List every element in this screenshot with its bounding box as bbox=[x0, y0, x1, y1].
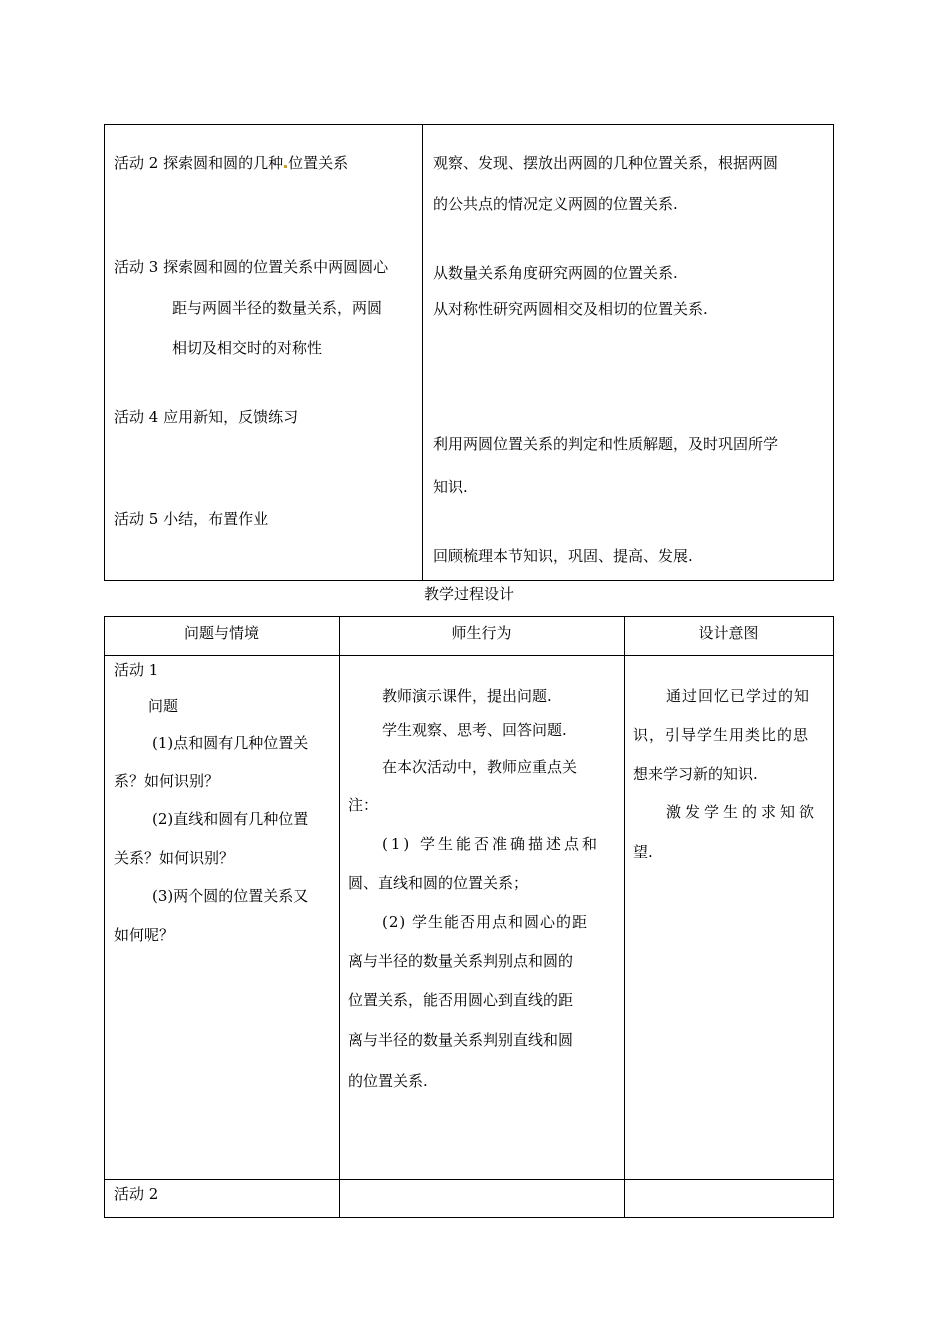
row1-col1-line1: 活动 1 bbox=[114, 661, 159, 679]
row1-col1-line2: 问题 bbox=[148, 697, 179, 715]
activity-3-line1: 活动 3 探索圆和圆的位置关系中两圆圆心 bbox=[114, 258, 389, 276]
highlight-mark-icon bbox=[284, 165, 287, 168]
process-table-border-top bbox=[104, 616, 834, 617]
right-text-1: 观察、发现、摆放出两圆的几种位置关系，根据两圆 bbox=[433, 154, 779, 172]
row1-col1-line4: 系？如何识别？ bbox=[114, 772, 220, 790]
top-table-border-top bbox=[104, 124, 834, 125]
top-table-border-left bbox=[104, 124, 105, 581]
right-text-4: 从对称性研究两圆相交及相切的位置关系. bbox=[433, 300, 708, 318]
row1-col2-line3: 在本次活动中，教师应重点关 bbox=[382, 758, 578, 776]
activity-2-text-part1: 活动 2 探索圆和圆的几种 bbox=[114, 154, 284, 172]
row1-col1-line5: (2)直线和圆有几种位置 bbox=[152, 810, 309, 828]
row1-col1-line7: (3)两个圆的位置关系又 bbox=[152, 887, 309, 905]
right-text-2: 的公共点的情况定义两圆的位置关系. bbox=[433, 195, 678, 213]
activity-4-text: 活动 4 应用新知，反馈练习 bbox=[114, 408, 299, 426]
row1-col1-line3: (1)点和圆有几种位置关 bbox=[152, 734, 309, 752]
activity-3-line3: 相切及相交时的对称性 bbox=[172, 339, 323, 357]
row1-col2-line8: 离与半径的数量关系判别点和圆的 bbox=[348, 952, 574, 970]
activity-2-text bbox=[114, 153, 348, 173]
row1-col2-line5: (1) 学生能否准确描述点和 bbox=[382, 835, 601, 853]
header-teacher-student-behavior: 师生行为 bbox=[451, 624, 512, 642]
header-problem-situation: 问题与情境 bbox=[183, 624, 259, 642]
right-text-3: 从数量关系角度研究两圆的位置关系. bbox=[433, 264, 678, 282]
row1-col2-line6: 圆、直线和圆的位置关系； bbox=[348, 874, 529, 892]
top-table-border-middle bbox=[422, 124, 423, 581]
process-table-col-divider-1 bbox=[339, 616, 340, 1218]
section-title: 教学过程设计 bbox=[423, 585, 514, 603]
top-table-border-right bbox=[833, 124, 834, 581]
right-text-5: 利用两圆位置关系的判定和性质解题，及时巩固所学 bbox=[433, 435, 779, 453]
row1-col3-line5: 望. bbox=[633, 843, 653, 861]
row1-col3-line2: 识，引导学生用类比的思 bbox=[633, 726, 810, 744]
row1-col2-line11: 的位置关系. bbox=[348, 1072, 428, 1090]
row1-col2-line7: (2) 学生能否用点和圆心的距 bbox=[382, 913, 589, 931]
process-table-border-bottom bbox=[104, 1217, 834, 1218]
activity-2-text-part2: 位置关系 bbox=[288, 154, 349, 172]
row1-col1-line8: 如何呢？ bbox=[114, 926, 175, 944]
process-table-border-right bbox=[833, 616, 834, 1218]
row1-col2-line2: 学生观察、思考、回答问题. bbox=[382, 721, 567, 739]
row1-col3-line3: 想来学习新的知识. bbox=[633, 765, 758, 783]
row1-col3-line1: 通过回忆已学过的知 bbox=[666, 687, 811, 705]
right-text-7: 回顾梳理本节知识，巩固、提高、发展. bbox=[433, 547, 693, 565]
row1-col1-line6: 关系？如何识别？ bbox=[114, 849, 235, 867]
header-design-intent: 设计意图 bbox=[698, 624, 759, 642]
row1-col3-line4: 激发学生的求知欲 bbox=[666, 803, 819, 821]
process-table-row-divider bbox=[104, 1179, 834, 1180]
row1-col2-line10: 离与半径的数量关系判别直线和圆 bbox=[348, 1031, 574, 1049]
top-table-border-bottom bbox=[104, 580, 834, 581]
row1-col2-line4: 注： bbox=[348, 796, 379, 814]
row2-col1: 活动 2 bbox=[114, 1185, 159, 1203]
row1-col2-line9: 位置关系，能否用圆心到直线的距 bbox=[348, 991, 574, 1009]
process-table-header-divider bbox=[104, 655, 834, 656]
process-table-border-left bbox=[104, 616, 105, 1218]
activity-3-line2: 距与两圆半径的数量关系，两圆 bbox=[172, 299, 383, 317]
process-table-col-divider-2 bbox=[624, 616, 625, 1218]
row1-col2-line1: 教师演示课件，提出问题. bbox=[382, 687, 552, 705]
right-text-6: 知识. bbox=[433, 478, 468, 496]
activity-5-text: 活动 5 小结，布置作业 bbox=[114, 510, 269, 528]
